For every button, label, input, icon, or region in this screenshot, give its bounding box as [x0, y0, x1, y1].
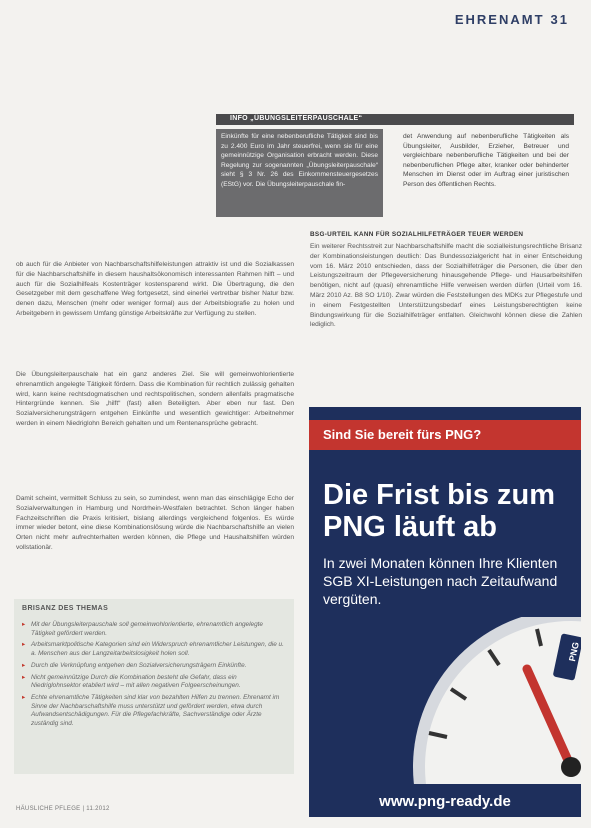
left-article-paragraph-3: Damit scheint, vermittelt Schluss zu sein, so zumindest, wenn man das einschlägige Echo der Sozialverwaltungen in Hamburg und Nordrhein-Westfalen betrachtet. Schon länger haben Fachzeitschriften die Praxis kritisiert, bislang allerdings vergleichend folgenlos. Es würde immer wieder betont, eine diese Kombinationslösung würde die Nachbarschaftshilfe an vielen Orten nicht mehr aufrechterhalten werden können, die Pflege und Haushaltshilfen würden vollstationär. [16, 495, 294, 551]
info-box-column-1: Einkünfte für eine nebenberufliche Tätigkeit sind bis zu 2.400 Euro im Jahr steuerfrei, wenn sie für eine gemeinnützige Organisation erbracht werden. Diese Regelung zur sogenannten „Übungsleiterpauschale“ sieht § 3 Nr. 26 des Einkommensteuergesetzes (EStG) vor. Die Übungsleiterpauschale fin- [216, 129, 383, 217]
relevance-list [22, 621, 284, 732]
advertisement[interactable] [309, 407, 581, 817]
right-article-heading: BSG-URTEIL KANN FÜR SOZIALHILFETRÄGER TEUER WERDEN [310, 231, 524, 238]
list-item: ▸ Mit der Übungsleiterpauschale soll gemeinwohlorientierte, ehrenamtlich angelegte Tätigkeit gefördert werden. [22, 621, 284, 638]
ad-tab [309, 420, 581, 450]
clock-graphic [309, 617, 581, 787]
clock-center [561, 757, 581, 777]
left-article-paragraph-1: ob auch für die Anbieter von Nachbarschaftshilfeleistungen attraktiv ist und die Sozialkassen für die Nachbarschaftshilfe in diesem haushaltsökonomisch interessanten Rahmen hilft – und auch für die Sozialhilfeals Kostenträger kostensparend wirkt. Die Übertragung, die den Gesetzgeber mit dem geschaffene Weg fortgesetzt, sind einerlei vertretbar bisher Natur bzw. denen dazu, Menschen (mehr oder weniger formal) aus der Arbeitsbiografie zu holen und Arbeitgebern in gewissem Umfang günstige Arbeitskräfte zur Verfügung zu stellen. [16, 261, 294, 317]
info-box-title: INFO „ÜBUNGSLEITERPAUSCHALE“ [230, 115, 363, 122]
page-footer: HÄUSLICHE PFLEGE | 11.2012 [16, 806, 110, 812]
page-number: 31 [550, 12, 569, 27]
list-item: ▸ Echte ehrenamtliche Tätigkeiten sind klar von bezahlten Hilfen zu trennen. Ehrenamt im Sinne der Nachbarschaftshilfe muss unterstützt und gefördert werden, etwa durch Aufwandsentschädigungen. Für die Pflegefachkräfte, Sachverständige oder Ärzte zuständig sind. [22, 694, 284, 729]
left-article-paragraph-2: Die Übungsleiterpauschale hat ein ganz anderes Ziel. Sie will gemeinwohlorientierte ehrenamtlich angelegte Tätigkeit fördern. Dass die Kombination für rechtlich zulässig gehalten wird, kann keine rechtsdogmatischen und rechtspolitischen, sondern allenfalls pragmatische Hintergründe kennen. Sie „hilft“ (fast) allen Beteiligten. Aber eben nur fast. Den Sozialversicherungsträgern entgehen Einkünfte und wesentlich gewichtiger: Arbeitnehmer werden in einem Niedriglohn Bereich gehalten und um Rentenansprüche gebracht. [16, 371, 294, 427]
ad-headline: Die Frist bis zum PNG läuft ab [323, 479, 556, 543]
ad-subtext: In zwei Monaten können Ihre Klienten SGB XI-Leistungen nach Zeitaufwand vergüten. [323, 555, 558, 607]
page-header [455, 12, 569, 27]
right-article-body: Ein weiterer Rechtsstreit zur Nachbarschaftshilfe macht die sozialleistungsrechtliche Brisanz der Kombinationsleistungen deutlich: Das Bundessozialgericht hat in einer Entscheidung vom 16. März 2010 entschieden, dass der Sozialhilfeträger die Personen, die über den Leistungszeitraum der Pflegeversicherung hinausgehende Pflege- und Hausarbeitshilfen benötigen, nicht auf (quasi) ehrenamtliche Hilfe verweisen werden dürfen (Urteil vom 16. März 2010 Az. B8 SO 1/10). Zwar würden die Feststellungen des MDKs zur Pflegestufe und in einem Festgestellten Unterstützungsbedarf eines Leistungsberechtigten keine Bindungswirkung für die Sozialhilfeträger entfalten. Gleichwohl können diese die Zahlen lediglich. [310, 243, 582, 329]
ad-tab-text: Sind Sie bereit fürs PNG? [323, 427, 482, 442]
relevance-box [14, 599, 294, 774]
section-title: EHRENAMT [454, 12, 545, 27]
clock-label: PNG [567, 641, 581, 663]
list-item: ▸ Arbeitsmarktpolitische Kategorien sind ein Widerspruch ehrenamtlicher Leistungen, die u. a. Menschen aus der Langzeitarbeitslosigkeit holen soll. [22, 641, 284, 658]
info-box [216, 114, 574, 218]
info-box-column-2: det Anwendung auf nebenberufliche Tätigkeiten als Übungsleiter, Ausbilder, Erzieher, Betreuer und vergleichbare nebenberufliche Tätigkeiten und bei der nebenberuflichen Pflege alter, kranker oder behinderter Menschen im Dienst oder im Auftrag einer juristischen Person des öffentlichen Rechts. [398, 129, 574, 217]
clock-face [425, 621, 581, 787]
ad-url-link[interactable]: www.png-ready.de [379, 793, 511, 810]
list-item: ▸ Nicht gemeinnützige Durch die Kombination besteht die Gefahr, dass ein Niedriglohnsektor etabliert wird – mit allen negativen Folgeerscheinungen. [22, 674, 284, 691]
list-item: ▸ Durch die Verknüpfung entgehen den Sozialversicherungsträgern Einkünfte. [22, 662, 284, 671]
relevance-box-title: BRISANZ DES THEMAS [22, 605, 109, 612]
